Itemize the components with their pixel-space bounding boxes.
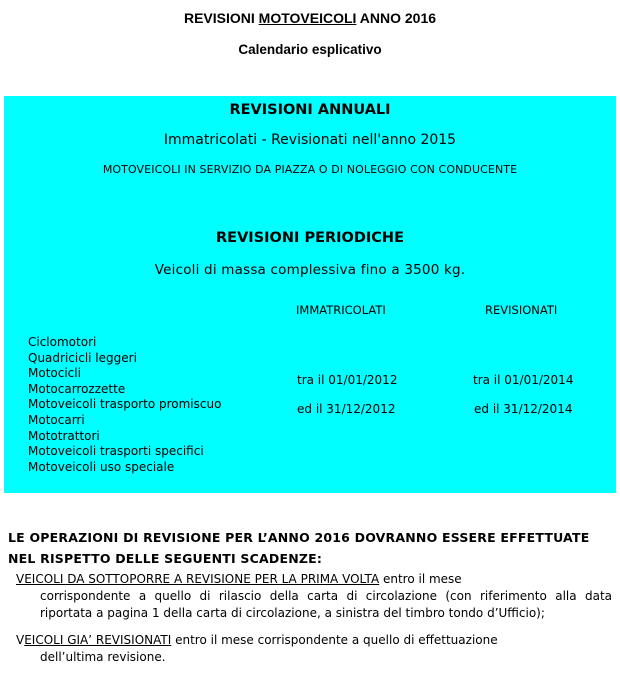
periodic-revisions-description: Veicoli di massa complessiva fino a 3500 kg. — [154, 262, 466, 278]
title-text-end: ANNO 2016 — [356, 10, 437, 26]
first-revision-deadline — [16, 571, 612, 622]
already-revised-text-start: entro il mese corrispondente a quello di effettuazione — [171, 633, 498, 647]
list-item: Motocarri — [28, 412, 85, 427]
list-item: Motocarrozzette — [28, 381, 126, 396]
title-text-start: REVISIONI — [183, 10, 259, 26]
first-revision-label: VEICOLI DA SOTTOPORRE A REVISIONE PER LA PRIMA VOLTA — [16, 572, 380, 586]
list-item: Motoveicoli uso speciale — [28, 459, 175, 474]
list-item: Mototrattori — [28, 428, 100, 443]
periodic-revisions-heading: REVISIONI PERIODICHE — [216, 230, 404, 246]
revisionati-date-to: ed il 31/12/2014 — [474, 402, 573, 416]
already-revised-initial: V — [16, 633, 25, 647]
immatricolati-date-from: tra il 01/01/2012 — [297, 373, 398, 387]
annual-revisions-heading: REVISIONI ANNUALI — [229, 102, 391, 118]
list-item: Motoveicoli trasporti specifici — [28, 444, 204, 459]
revision-calendar-panel — [4, 96, 616, 493]
operations-heading-line-1: LE OPERAZIONI DI REVISIONE PER L’ANNO 2016 DOVRANNO ESSERE EFFETTUATE — [8, 530, 590, 545]
already-revised-deadline — [16, 632, 612, 666]
list-item: Motocicli — [28, 366, 81, 381]
list-item: Motoveicoli trasporto promiscuo — [28, 397, 222, 412]
column-header-immatricolati: IMMATRICOLATI — [296, 303, 386, 317]
list-item: Ciclomotori — [28, 335, 97, 349]
already-revised-text-rest: dell’ultima revisione. — [40, 650, 166, 664]
title-underlined-word: MOTOVEICOLI — [258, 10, 357, 26]
document-subtitle: Calendario esplicativo — [238, 42, 382, 57]
annual-revisions-service-note: MOTOVEICOLI IN SERVIZIO DA PIAZZA O DI NOLEGGIO CON CONDUCENTE — [102, 163, 518, 176]
first-revision-text-rest: corrispondente a quello di rilascio della carta di circolazione (con riferimento alla data riportata a pagina 1 della carta di circolazione, a sinistra del timbro tondo d’Ufficio); — [40, 589, 612, 620]
operations-heading — [8, 527, 618, 569]
immatricolati-date-to: ed il 31/12/2012 — [297, 402, 396, 416]
already-revised-label: EICOLI GIA’ REVISIONATI — [24, 633, 172, 647]
annual-revisions-description: Immatricolati - Revisionati nell'anno 2015 — [163, 132, 457, 148]
first-revision-text-start: entro il mese — [379, 572, 462, 586]
list-item: Quadricicli leggeri — [28, 350, 137, 365]
operations-heading-line-2: NEL RISPETTO DELLE SEGUENTI SCADENZE: — [8, 551, 323, 566]
vehicle-type-list — [28, 335, 221, 475]
document-title — [0, 10, 620, 26]
column-header-revisionati: REVISIONATI — [485, 303, 558, 317]
revisionati-date-from: tra il 01/01/2014 — [473, 373, 574, 387]
